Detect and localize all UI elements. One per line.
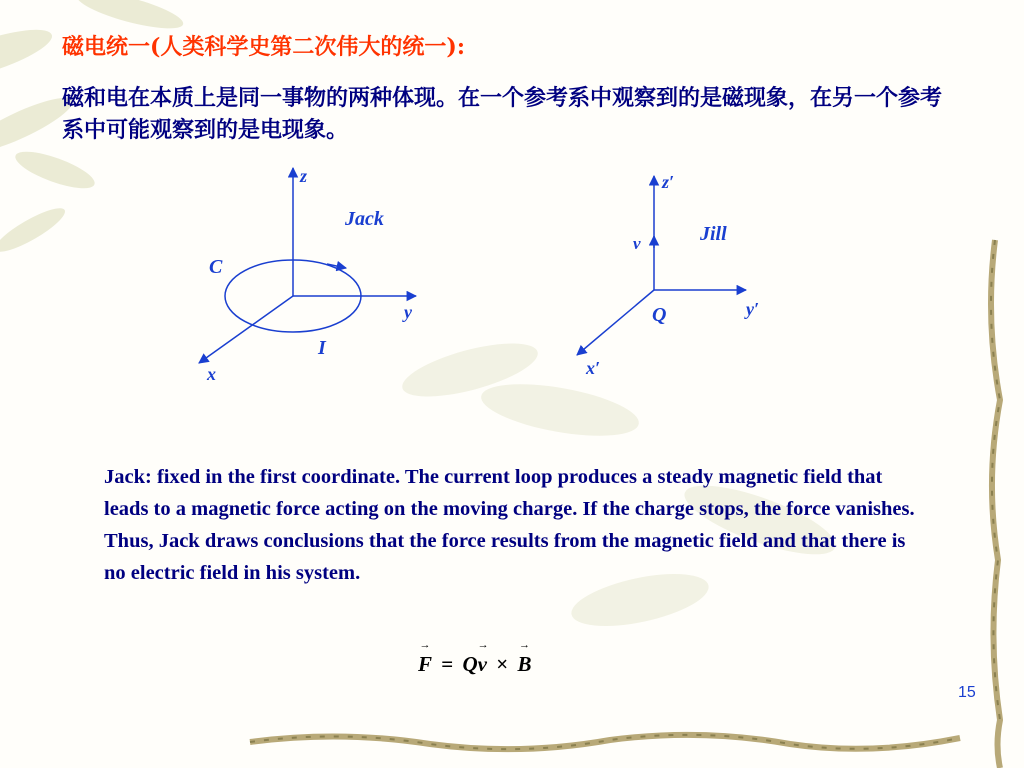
slide-title: 磁电统一(人类科学史第二次伟大的统一): bbox=[62, 34, 465, 60]
jill-frame-diagram bbox=[577, 176, 746, 355]
equals-sign: = bbox=[441, 652, 454, 676]
x-axis bbox=[199, 296, 293, 363]
force-vector-symbol: → F bbox=[418, 652, 432, 677]
charge-q-label: Q bbox=[652, 304, 667, 326]
observer-jill-label: Jill bbox=[700, 223, 727, 245]
charge-symbol: Q bbox=[462, 652, 478, 676]
page-number: 15 bbox=[958, 684, 976, 701]
velocity-v-label: v bbox=[633, 234, 641, 253]
current-i-label: I bbox=[318, 337, 326, 359]
explanation-paragraph: Jack: fixed in the first coordinate. The current loop produces a steady magnetic field that leads to a magnetic force acting on the moving charge. If the charge stops, the force vanishes. Thus, Jack draws conclusions that the force results from the magnetic field and that there is no electric field in his system. bbox=[104, 466, 915, 584]
x-axis-label: x bbox=[207, 364, 216, 384]
magnetic-field-vector-symbol: → B bbox=[517, 652, 531, 677]
x-prime-axis-label: x′ bbox=[586, 358, 601, 378]
jack-frame-diagram bbox=[199, 168, 416, 363]
vine-decoration-bottom bbox=[250, 735, 960, 749]
z-prime-axis-label: z′ bbox=[662, 172, 675, 192]
velocity-vector-symbol: → v bbox=[478, 652, 487, 677]
y-prime-axis-label: y′ bbox=[746, 299, 760, 319]
observer-jack-label: Jack bbox=[345, 208, 384, 230]
cross-product-sign: × bbox=[496, 652, 509, 676]
z-axis-label: z bbox=[300, 166, 308, 186]
intro-text: 磁和电在本质上是同一事物的两种体现。在一个参考系中观察到的是磁现象，在另一个参考系中可能观察到的是电现象。 bbox=[62, 85, 943, 143]
loop-c-label: C bbox=[209, 256, 223, 278]
lorentz-force-formula bbox=[418, 652, 531, 677]
y-axis-label: y bbox=[404, 302, 412, 322]
x-prime-axis bbox=[577, 290, 654, 355]
